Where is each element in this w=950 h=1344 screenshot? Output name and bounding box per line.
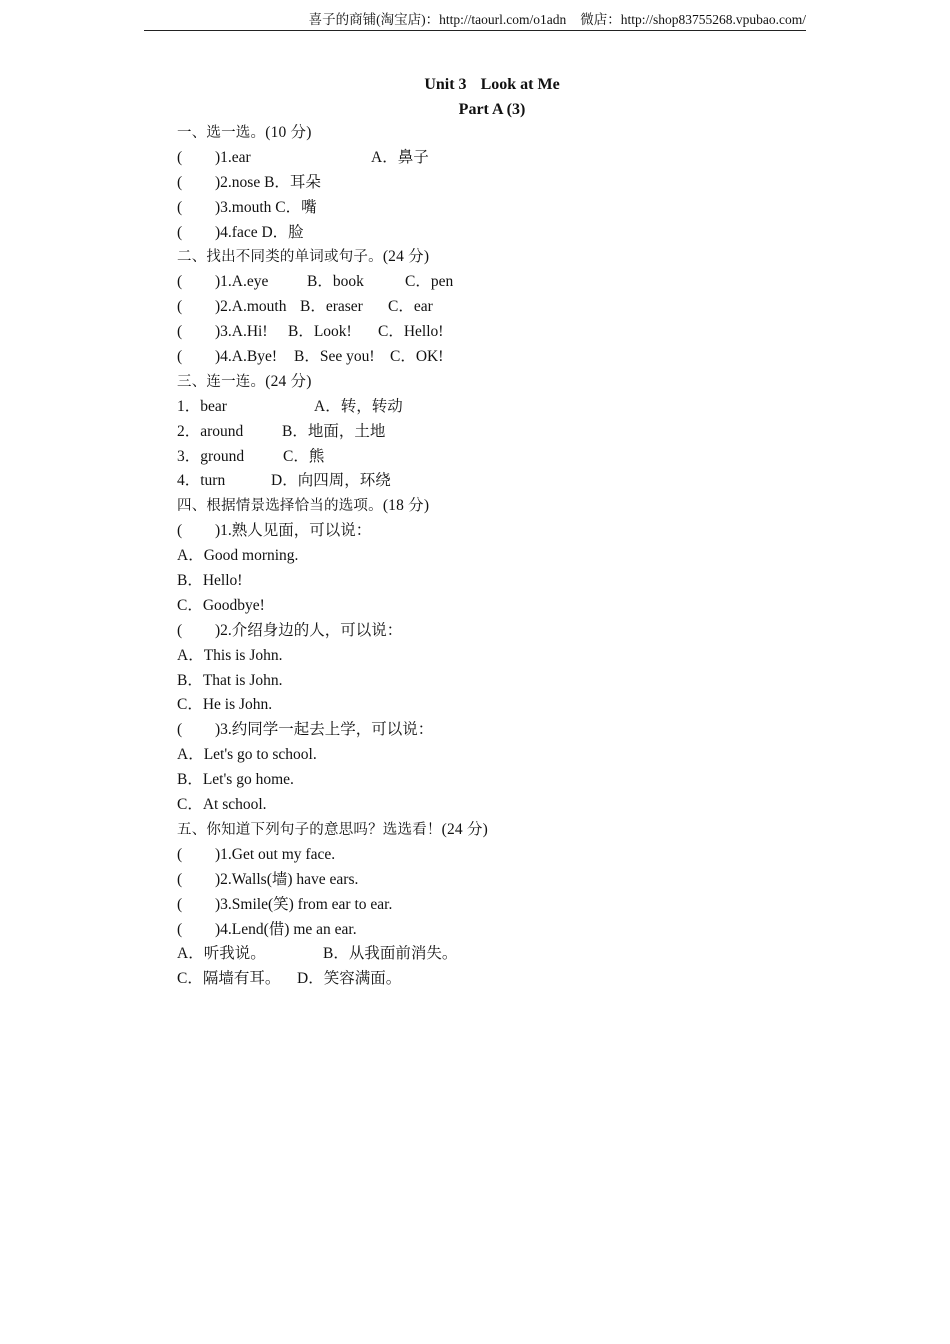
- header-wechat-text: 微店：http://shop83755268.vpubao.com/: [580, 12, 806, 27]
- question-row: ( )3.Smile(笑) from ear to ear.: [177, 895, 393, 913]
- option-line: B．That is John.: [177, 671, 283, 689]
- match-row: 2．around B．地面，土地: [177, 422, 386, 440]
- question-row: ( )4.Lend(借) me an ear.: [177, 920, 357, 938]
- header-shop-text: 喜子的商铺(淘宝店)：http://taourl.com/o1adn: [308, 12, 567, 27]
- question-row: ( )1.熟人见面，可以说：: [177, 522, 372, 540]
- question-row: ( )1.ear A．鼻子: [177, 148, 429, 166]
- answer-row: A．听我说。 B．从我面前消失。: [177, 945, 458, 963]
- page-title: [144, 72, 840, 97]
- section-3-title: 三、连一连。(24 分): [177, 372, 312, 390]
- worksheet-content: [177, 121, 817, 992]
- section-2-title: 二、找出不同类的单词或句子。(24 分): [177, 248, 430, 266]
- option-line: C．He is John.: [177, 696, 273, 714]
- option-line: C．Goodbye!: [177, 596, 265, 614]
- page-header: [144, 11, 806, 31]
- option-line: B．Hello!: [177, 572, 243, 590]
- page-subtitle: Part A (3): [458, 101, 526, 118]
- unit-name: Look at Me: [480, 76, 560, 93]
- question-row: ( )2.介绍身边的人，可以说：: [177, 621, 403, 639]
- option-line: A．Good morning.: [177, 547, 299, 565]
- answer-row: C．隔墙有耳。 D．笑容满面。: [177, 970, 402, 988]
- match-row: 4．turn D．向四周，环绕: [177, 472, 391, 490]
- match-row: 1．bear A．转，转动: [177, 397, 403, 415]
- section-4-title: 四、根据情景选择恰当的选项。(18 分): [177, 497, 430, 515]
- question-row: ( )2.nose B．耳朵: [177, 173, 321, 191]
- question-row: ( )3.约同学一起去上学，可以说：: [177, 721, 434, 739]
- option-line: A．Let's go to school.: [177, 746, 317, 764]
- question-row: ( )4.A.Bye! B．See you! C．OK!: [177, 348, 444, 366]
- section-1-title: 一、选一选。(10 分): [177, 124, 312, 141]
- option-line: A．This is John.: [177, 646, 283, 664]
- question-row: ( )1.Get out my face.: [177, 845, 336, 863]
- question-row: ( )1.A.eye B．book C．pen: [177, 273, 454, 291]
- question-row: ( )2.A.mouth B．eraser C．ear: [177, 298, 433, 316]
- question-row: ( )3.A.Hi! B．Look! C．Hello!: [177, 323, 444, 341]
- unit-label: Unit 3: [424, 76, 467, 93]
- question-row: ( )3.mouth C．嘴: [177, 198, 317, 216]
- question-row: ( )2.Walls(墙) have ears.: [177, 870, 359, 888]
- question-row: ( )4.face D．脸: [177, 223, 304, 241]
- section-5-title: 五、你知道下列句子的意思吗？选选看！(24 分): [177, 820, 489, 838]
- option-line: C．At school.: [177, 796, 267, 814]
- option-line: B．Let's go home.: [177, 771, 294, 789]
- match-row: 3．ground C．熊: [177, 447, 325, 465]
